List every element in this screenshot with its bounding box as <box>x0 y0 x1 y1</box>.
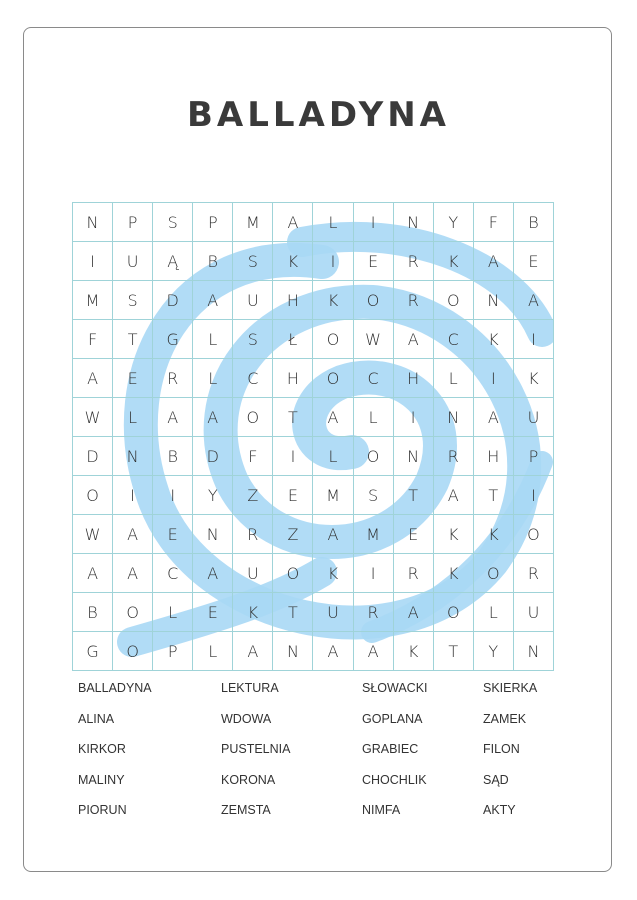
grid-cell: L <box>433 359 473 398</box>
word-list-item: CHOCHLIK <box>362 772 427 787</box>
word-list-item: SĄD <box>483 772 509 787</box>
grid-cell: I <box>513 476 553 515</box>
grid-cell: S <box>233 320 273 359</box>
grid-cell: A <box>513 281 553 320</box>
grid-row <box>73 593 554 632</box>
grid-cell: O <box>353 281 393 320</box>
word-column <box>483 678 603 831</box>
grid-cell: D <box>193 437 233 476</box>
grid-cell: P <box>193 203 233 242</box>
grid-cell: E <box>273 476 313 515</box>
grid-cell: N <box>473 281 513 320</box>
grid-cell: K <box>393 632 433 671</box>
grid-cell: B <box>193 242 233 281</box>
grid-cell: K <box>433 554 473 593</box>
grid-cell: O <box>273 554 313 593</box>
grid-cell: L <box>113 398 153 437</box>
grid-cell: R <box>233 515 273 554</box>
grid-cell: R <box>353 593 393 632</box>
grid-cell: O <box>513 515 553 554</box>
grid-cell: F <box>473 203 513 242</box>
grid-cell: K <box>233 593 273 632</box>
grid-row <box>73 203 554 242</box>
grid-row <box>73 242 554 281</box>
grid-cell: U <box>513 398 553 437</box>
grid-cell: Y <box>433 203 473 242</box>
grid-cell: N <box>273 632 313 671</box>
grid-cell: I <box>113 476 153 515</box>
word-column <box>78 678 198 831</box>
word-column <box>362 678 482 831</box>
grid-cell: A <box>393 593 433 632</box>
grid-cell: P <box>153 632 193 671</box>
grid-cell: A <box>473 398 513 437</box>
word-list-item: FILON <box>483 742 520 756</box>
grid-cell: N <box>513 632 553 671</box>
grid-cell: E <box>353 242 393 281</box>
grid-cell: L <box>313 437 353 476</box>
grid-cell: S <box>113 281 153 320</box>
grid-cell: T <box>473 476 513 515</box>
grid-cell: T <box>433 632 473 671</box>
word-list-item: ZEMSTA <box>221 803 271 817</box>
grid-cell: I <box>73 242 113 281</box>
grid-cell: U <box>233 554 273 593</box>
grid-cell: E <box>113 359 153 398</box>
grid-cell: O <box>433 281 473 320</box>
grid-cell: G <box>153 320 193 359</box>
grid-cell: M <box>353 515 393 554</box>
grid-cell: I <box>353 203 393 242</box>
word-search-grid <box>72 202 554 660</box>
grid-cell: Z <box>273 515 313 554</box>
word-list-item: ALINA <box>78 711 115 726</box>
grid-row <box>73 554 554 593</box>
word-list-item: ZAMEK <box>483 711 527 726</box>
grid-cell: T <box>273 593 313 632</box>
grid-cell: T <box>393 476 433 515</box>
grid-cell: B <box>513 203 553 242</box>
grid-row <box>73 632 554 671</box>
grid-cell: I <box>513 320 553 359</box>
grid-cell: A <box>313 515 353 554</box>
grid-cell: B <box>153 437 193 476</box>
grid-cell: N <box>433 398 473 437</box>
grid-cell: W <box>73 398 113 437</box>
word-list-item: KIRKOR <box>78 742 126 756</box>
grid-cell: A <box>313 632 353 671</box>
grid-cell: K <box>433 515 473 554</box>
grid-cell: Ł <box>273 320 313 359</box>
grid-row <box>73 515 554 554</box>
grid-cell: L <box>193 320 233 359</box>
grid-cell: L <box>473 593 513 632</box>
grid-cell: O <box>313 320 353 359</box>
grid-cell: A <box>73 359 113 398</box>
grid-cell: D <box>153 281 193 320</box>
word-list-item: LEKTURA <box>221 681 279 695</box>
word-list-item: SKIERKA <box>483 681 538 695</box>
grid-cell: W <box>353 320 393 359</box>
grid-cell: R <box>513 554 553 593</box>
grid-cell: L <box>313 203 353 242</box>
grid-cell: M <box>233 203 273 242</box>
grid-row <box>73 320 554 359</box>
grid-cell: A <box>393 320 433 359</box>
grid-cell: A <box>233 632 273 671</box>
word-list-item: SŁOWACKI <box>362 681 428 695</box>
grid-cell: C <box>353 359 393 398</box>
grid-cell: K <box>473 515 513 554</box>
grid-cell: I <box>273 437 313 476</box>
grid-cell: U <box>233 281 273 320</box>
grid-cell: A <box>473 242 513 281</box>
grid-cell: S <box>153 203 193 242</box>
grid-cell: A <box>193 554 233 593</box>
word-list-item: KORONA <box>221 772 276 787</box>
grid-cell: U <box>313 593 353 632</box>
grid-row <box>73 437 554 476</box>
grid-row <box>73 476 554 515</box>
grid-cell: K <box>313 554 353 593</box>
grid-cell: T <box>273 398 313 437</box>
grid-cell: O <box>73 476 113 515</box>
word-list-item: GRABIEC <box>362 742 419 756</box>
grid-cell: O <box>233 398 273 437</box>
word-column <box>221 678 341 831</box>
grid-cell: Y <box>473 632 513 671</box>
word-list-item: PIORUN <box>78 803 127 817</box>
grid-cell: A <box>433 476 473 515</box>
grid-cell: O <box>473 554 513 593</box>
grid-cell: A <box>273 203 313 242</box>
grid-row <box>73 359 554 398</box>
letter-grid <box>72 202 554 671</box>
grid-cell: L <box>353 398 393 437</box>
grid-cell: R <box>153 359 193 398</box>
grid-cell: E <box>193 593 233 632</box>
grid-cell: C <box>233 359 273 398</box>
grid-cell: K <box>313 281 353 320</box>
word-list-item: AKTY <box>483 803 516 817</box>
grid-row <box>73 398 554 437</box>
grid-cell: C <box>153 554 193 593</box>
grid-cell: O <box>433 593 473 632</box>
grid-cell: H <box>273 359 313 398</box>
grid-cell: L <box>193 359 233 398</box>
grid-cell: O <box>113 593 153 632</box>
grid-cell: H <box>393 359 433 398</box>
grid-cell: R <box>393 242 433 281</box>
grid-cell: A <box>153 398 193 437</box>
grid-cell: H <box>273 281 313 320</box>
grid-cell: N <box>73 203 113 242</box>
grid-cell: A <box>113 515 153 554</box>
grid-cell: K <box>513 359 553 398</box>
grid-cell: K <box>473 320 513 359</box>
grid-cell: Ą <box>153 242 193 281</box>
word-list-item: NIMFA <box>362 803 401 817</box>
grid-cell: I <box>353 554 393 593</box>
grid-cell: R <box>433 437 473 476</box>
word-list-item: WDOWA <box>221 711 272 726</box>
grid-cell: O <box>313 359 353 398</box>
grid-cell: D <box>73 437 113 476</box>
grid-cell: A <box>193 281 233 320</box>
grid-cell: O <box>353 437 393 476</box>
grid-cell: F <box>73 320 113 359</box>
grid-cell: P <box>113 203 153 242</box>
grid-cell: I <box>313 242 353 281</box>
grid-cell: H <box>473 437 513 476</box>
grid-cell: I <box>153 476 193 515</box>
grid-cell: A <box>73 554 113 593</box>
grid-cell: S <box>233 242 273 281</box>
grid-cell: N <box>113 437 153 476</box>
grid-cell: A <box>353 632 393 671</box>
grid-cell: W <box>73 515 113 554</box>
grid-cell: C <box>433 320 473 359</box>
grid-cell: Y <box>193 476 233 515</box>
grid-cell: N <box>393 203 433 242</box>
grid-cell: M <box>313 476 353 515</box>
grid-cell: P <box>513 437 553 476</box>
grid-cell: S <box>353 476 393 515</box>
grid-cell: R <box>393 281 433 320</box>
page-title: BALLADYNA <box>186 95 450 135</box>
grid-cell: I <box>473 359 513 398</box>
grid-cell: N <box>193 515 233 554</box>
grid-cell: K <box>433 242 473 281</box>
word-list-item: BALLADYNA <box>78 681 152 695</box>
grid-cell: O <box>113 632 153 671</box>
grid-cell: M <box>73 281 113 320</box>
grid-cell: B <box>73 593 113 632</box>
grid-cell: U <box>513 593 553 632</box>
grid-cell: A <box>113 554 153 593</box>
grid-cell: A <box>313 398 353 437</box>
grid-cell: N <box>393 437 433 476</box>
grid-cell: L <box>153 593 193 632</box>
grid-cell: I <box>393 398 433 437</box>
word-list-item: MALINY <box>78 772 125 787</box>
grid-cell: L <box>193 632 233 671</box>
grid-cell: K <box>273 242 313 281</box>
grid-cell: R <box>393 554 433 593</box>
grid-cell: U <box>113 242 153 281</box>
word-list-item: GOPLANA <box>362 711 423 726</box>
word-list-item: PUSTELNIA <box>221 742 291 756</box>
grid-cell: F <box>233 437 273 476</box>
grid-cell: T <box>113 320 153 359</box>
grid-cell: E <box>513 242 553 281</box>
grid-cell: A <box>193 398 233 437</box>
grid-cell: E <box>153 515 193 554</box>
grid-cell: G <box>73 632 113 671</box>
grid-cell: E <box>393 515 433 554</box>
grid-row <box>73 281 554 320</box>
grid-cell: Z <box>233 476 273 515</box>
